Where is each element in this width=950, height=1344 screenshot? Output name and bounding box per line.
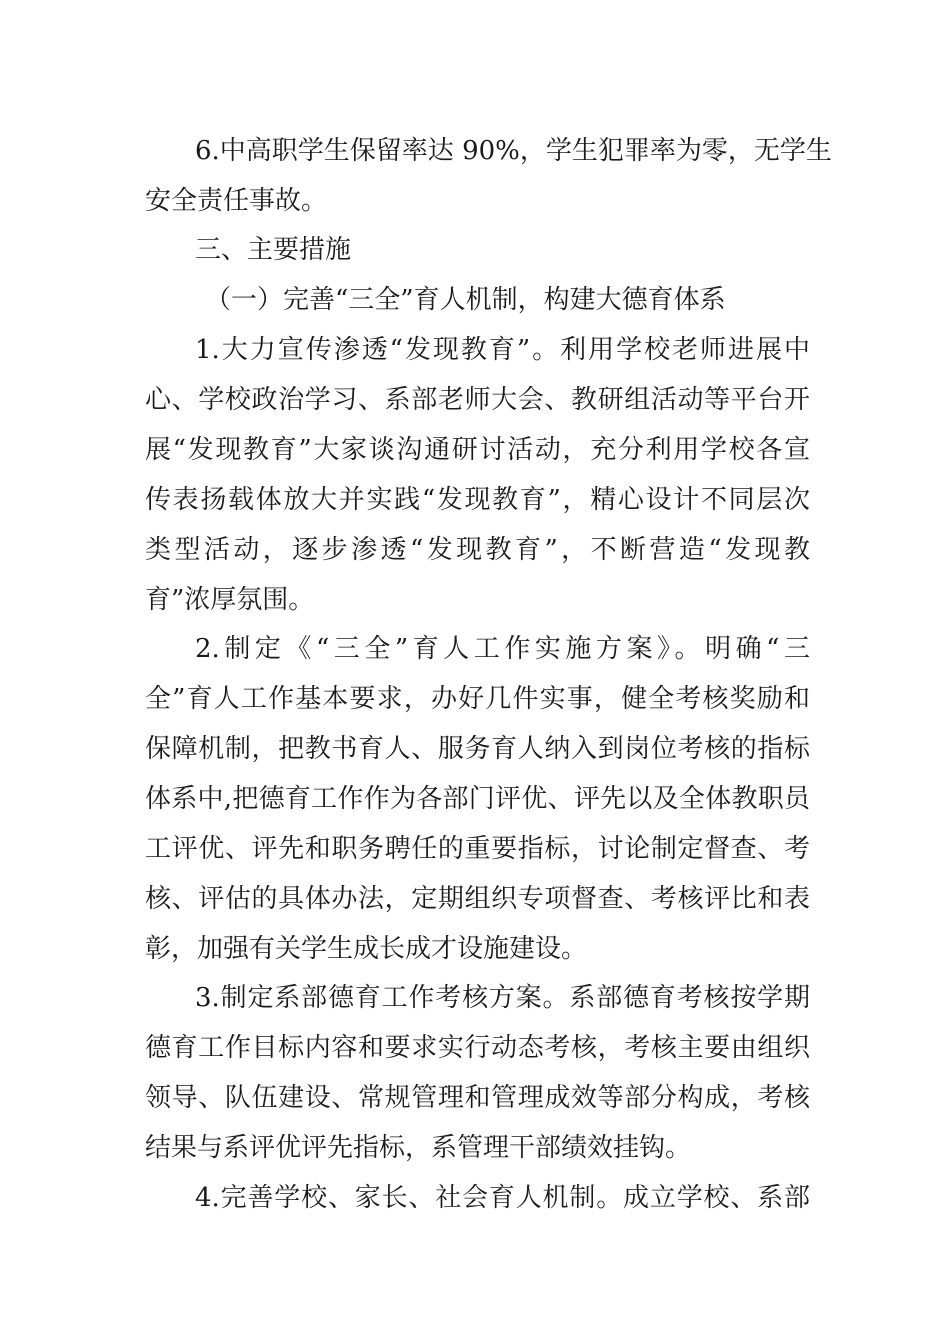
paragraph-line: 安全责任事故。 (145, 186, 328, 216)
paragraph-line: 传表扬载体放大并实践“发现教育”，精心设计不同层次 (145, 485, 810, 515)
paragraph-line: 4.完善学校、家长、社会育人机制。成立学校、系部 (195, 1183, 810, 1213)
paragraph-line: 结果与系评优评先指标，系管理干部绩效挂钩。 (145, 1133, 692, 1163)
paragraph-line: 德育工作目标内容和要求实行动态考核，考核主要由组织 (145, 1033, 810, 1063)
paragraph-line: 工评优、评先和职务聘任的重要指标，讨论制定督查、考 (145, 834, 810, 864)
paragraph-line: 6.中高职学生保留率达 90%，学生犯罪率为零，无学生 (195, 136, 832, 166)
subsection-heading: （一）完善“三全”育人机制，构建大德育体系 (205, 285, 726, 315)
paragraph-line: 类型活动，逐步渗透“发现教育”，不断营造“发现教 (145, 535, 810, 565)
paragraph-line: 领导、队伍建设、常规管理和管理成效等部分构成，考核 (145, 1083, 810, 1113)
paragraph-line: 保障机制，把教书育人、服务育人纳入到岗位考核的指标 (145, 734, 810, 764)
paragraph-line: 3.制定系部德育工作考核方案。系部德育考核按学期 (195, 983, 810, 1013)
paragraph-line: 1.大力宣传渗透“发现教育”。利用学校老师进展中 (195, 335, 810, 365)
section-heading: 三、主要措施 (195, 235, 352, 265)
paragraph-line: 2.制定《“三全”育人工作实施方案》。明确“三 (195, 634, 810, 664)
paragraph-line: 彰，加强有关学生成长成才设施建设。 (145, 934, 588, 964)
paragraph-line: 心、学校政治学习、系部老师大会、教研组活动等平台开 (145, 385, 810, 415)
paragraph-line: 育”浓厚氛围。 (145, 585, 315, 615)
paragraph-line: 体系中,把德育工作作为各部门评优、评先以及全体教职员 (145, 784, 810, 814)
paragraph-line: 核、评估的具体办法，定期组织专项督查、考核评比和表 (145, 884, 810, 914)
paragraph-line: 全”育人工作基本要求，办好几件实事，健全考核奖励和 (145, 684, 810, 714)
paragraph-line: 展“发现教育”大家谈沟通研讨活动，充分利用学校各宣 (145, 435, 810, 465)
